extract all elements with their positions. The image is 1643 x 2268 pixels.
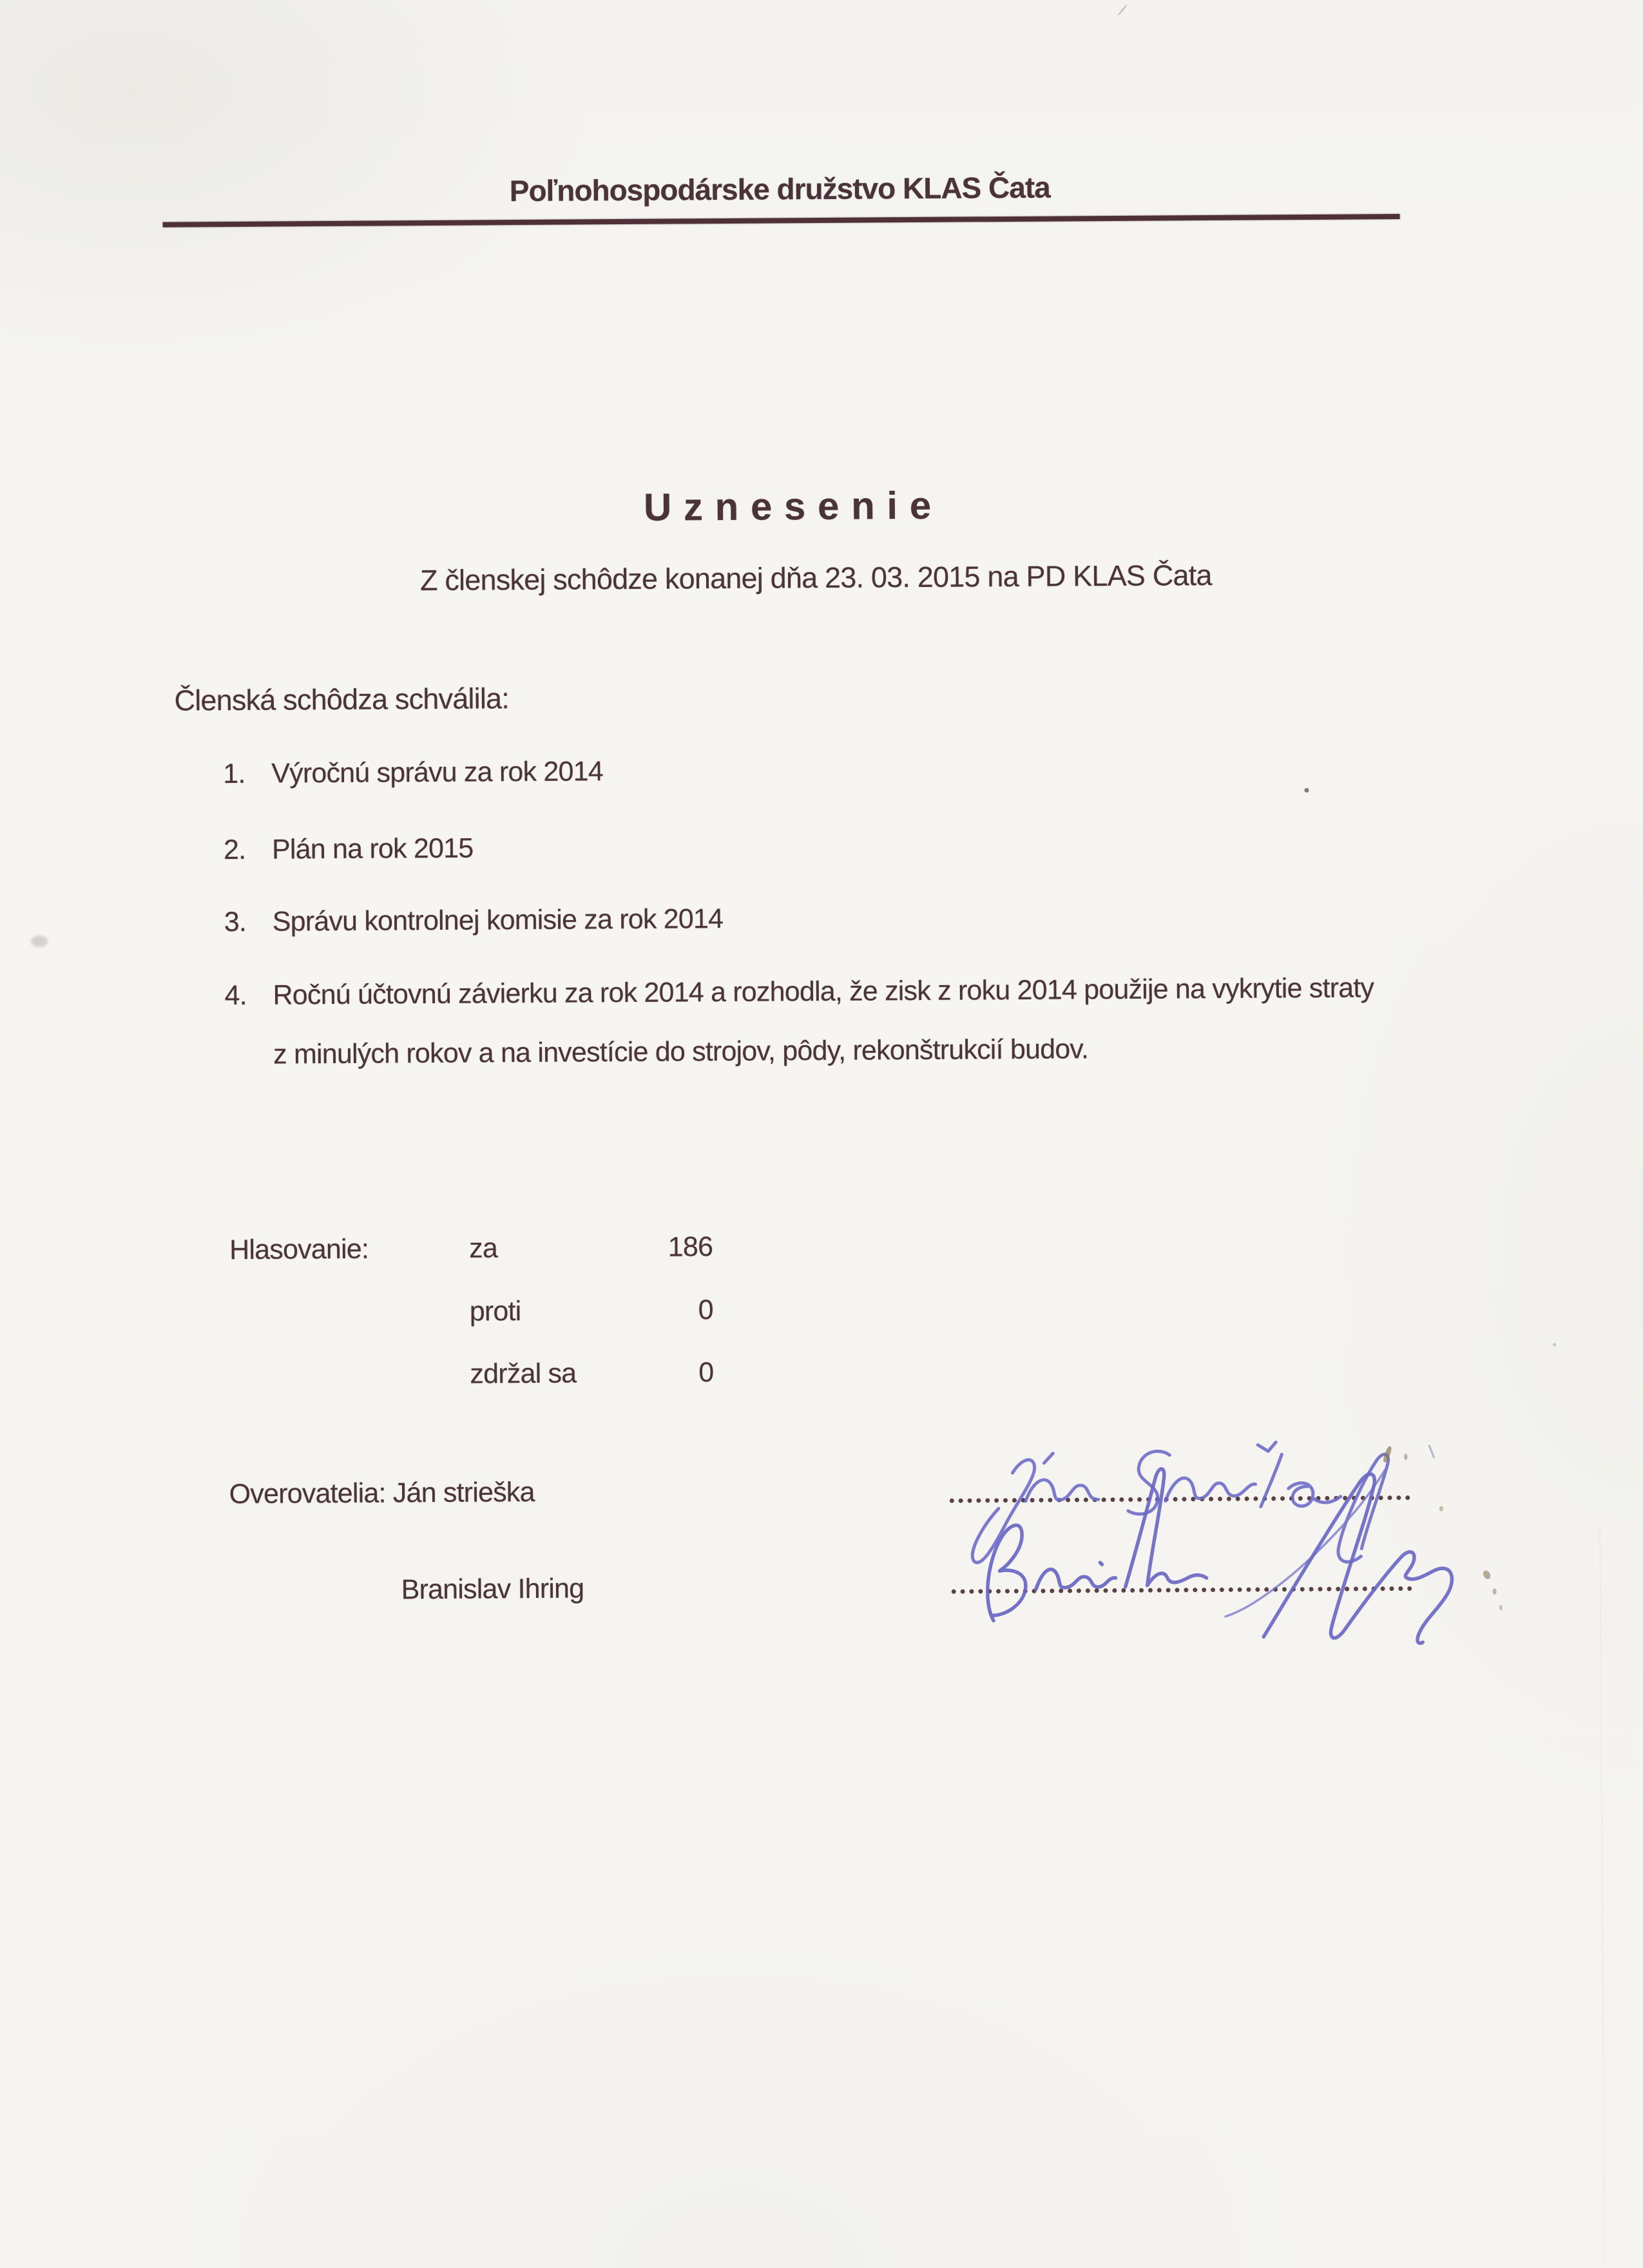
list-item-number: 3. xyxy=(224,906,247,938)
vote-option: za xyxy=(469,1233,498,1264)
verifiers-line-1 xyxy=(229,1476,535,1510)
header-rule xyxy=(163,214,1400,227)
paper-speck xyxy=(1499,1605,1503,1610)
vote-value: 0 xyxy=(698,1357,714,1389)
list-item-text: Správu kontrolnej komisie za rok 2014 xyxy=(272,903,724,937)
vote-option: proti xyxy=(469,1296,521,1327)
approval-intro: Členská schôdza schválila: xyxy=(174,682,510,717)
verifiers-line-2 xyxy=(401,1575,584,1604)
signatures-overlay xyxy=(903,1368,1550,1682)
verifier-first-name: Ján strieška xyxy=(392,1476,535,1509)
paper-speck xyxy=(1439,1506,1443,1512)
paper-speck xyxy=(1117,4,1128,16)
paper-speck xyxy=(1404,1454,1407,1460)
organization-name: Poľnohospodárske družstvo KLAS Čata xyxy=(509,170,1050,208)
list-item-number: 1. xyxy=(223,758,245,790)
signature-jan-strieska xyxy=(972,1441,1389,1618)
verifier-second-name: Branislav Ihring xyxy=(401,1573,584,1606)
list-item-text-continued: z minulých rokov a na investície do strojov, pôdy, rekonštrukcií budov. xyxy=(273,1033,1089,1070)
verifiers-label: Overovatelia: xyxy=(229,1477,386,1510)
list-item-text: Plán na rok 2015 xyxy=(271,832,474,865)
list-item-text: Ročnú účtovnú závierku za rok 2014 a rozhodla, že zisk z roku 2014 použije na vykrytie straty xyxy=(273,972,1374,1011)
vote-value: 0 xyxy=(698,1294,713,1326)
vote-value: 186 xyxy=(668,1231,713,1263)
paper-speck xyxy=(1304,788,1309,793)
paper-speck xyxy=(1553,1343,1556,1346)
list-item-text: Výročnú správu za rok 2014 xyxy=(271,756,604,789)
document-title: U z n e s e n i e xyxy=(643,483,932,529)
list-item-number: 2. xyxy=(223,834,246,866)
paper-speck xyxy=(1493,1588,1497,1595)
scanner-streak xyxy=(1599,1528,1606,2263)
vote-option: zdržal sa xyxy=(470,1358,577,1390)
document-subtitle: Z členskej schôdze konanej dňa 23. 03. 2015 na PD KLAS Čata xyxy=(419,558,1212,597)
paper-smudge xyxy=(31,936,48,947)
list-item-number: 4. xyxy=(224,979,247,1012)
voting-label: Hlasovanie: xyxy=(229,1233,369,1266)
